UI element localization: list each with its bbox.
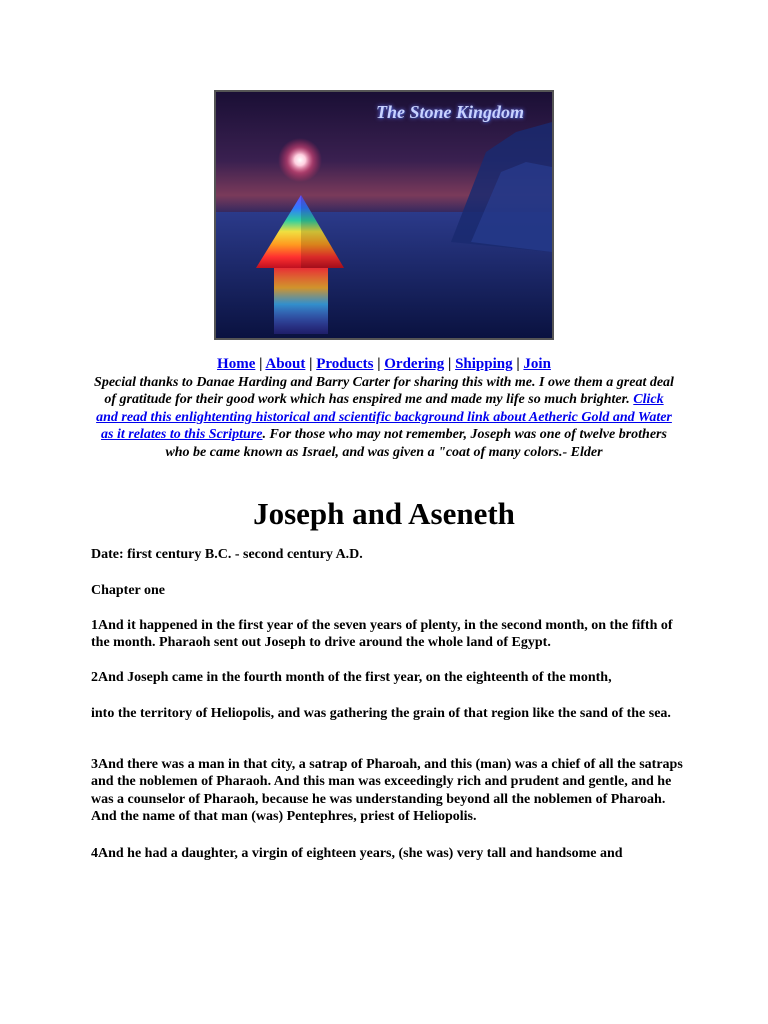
- verse-paragraph: 1And it happened in the first year of the seven years of plenty, in the second month, on the fifth of the month. Pharaoh sent out Joseph to drive around the whole land of Egypt.: [91, 618, 673, 651]
- banner-artwork: [216, 92, 552, 338]
- nav-link-shipping[interactable]: Shipping: [455, 356, 513, 372]
- verse-paragraph: 2And Joseph came in the fourth month of the first year, on the eighteenth of the month,: [91, 670, 612, 685]
- date-line: Date: first century B.C. - second century A.D.: [91, 547, 363, 562]
- nav-separator: |: [259, 356, 263, 372]
- credits-text-after: . For those who may not remember, Joseph was one of twelve brothers who be came known as Israel, and was given a "coat of many colors.- Elder: [165, 427, 667, 460]
- nav-separator: |: [516, 356, 520, 372]
- verse-paragraph: 4And he had a daughter, a virgin of eighteen years, (she was) very tall and handsome and: [91, 846, 623, 861]
- nav-link-join[interactable]: Join: [523, 356, 551, 372]
- nav-link-ordering[interactable]: Ordering: [384, 356, 445, 372]
- nav-separator: |: [309, 356, 313, 372]
- pyramid-reflection: [274, 268, 328, 334]
- credits-paragraph: [92, 374, 676, 461]
- banner-image: [214, 90, 554, 340]
- nav-bar: [0, 355, 768, 373]
- nav-link-products[interactable]: Products: [316, 356, 374, 372]
- page-title: Joseph and Aseneth: [253, 496, 515, 531]
- nav-separator: |: [448, 356, 452, 372]
- sun-glow: [278, 138, 322, 182]
- aetheric-gold-link[interactable]: Click and read this enlightenting historical and scientific background link about Aetheric Gold and Water as it relates to this Scripture: [96, 392, 672, 443]
- nav-separator: |: [377, 356, 381, 372]
- banner-title: The Stone Kingdom: [376, 102, 525, 122]
- nav-link-home[interactable]: Home: [217, 356, 256, 372]
- nav-link-about[interactable]: About: [265, 356, 306, 372]
- verse-paragraph: into the territory of Heliopolis, and was gathering the grain of that region like the sand of the sea.: [91, 706, 671, 721]
- credits-text-before: Special thanks to Danae Harding and Barry Carter for sharing this with me. I owe them a great deal of gratitude for their good work which has enspired me and made my life so much brighter.: [94, 375, 674, 408]
- verse-paragraph: 3And there was a man in that city, a satrap of Pharoah, and this (man) was a chief of all the satraps and the noblemen of Pharaoh. And this man was exceedingly rich and prudent and gentle, and he was a counselor of Pharaoh, because he was understanding beyond all the noblemen of Pharoah. And the name of that man (was) Pentephres, priest of Heliopolis.: [91, 757, 683, 825]
- chapter-heading: Chapter one: [91, 583, 166, 598]
